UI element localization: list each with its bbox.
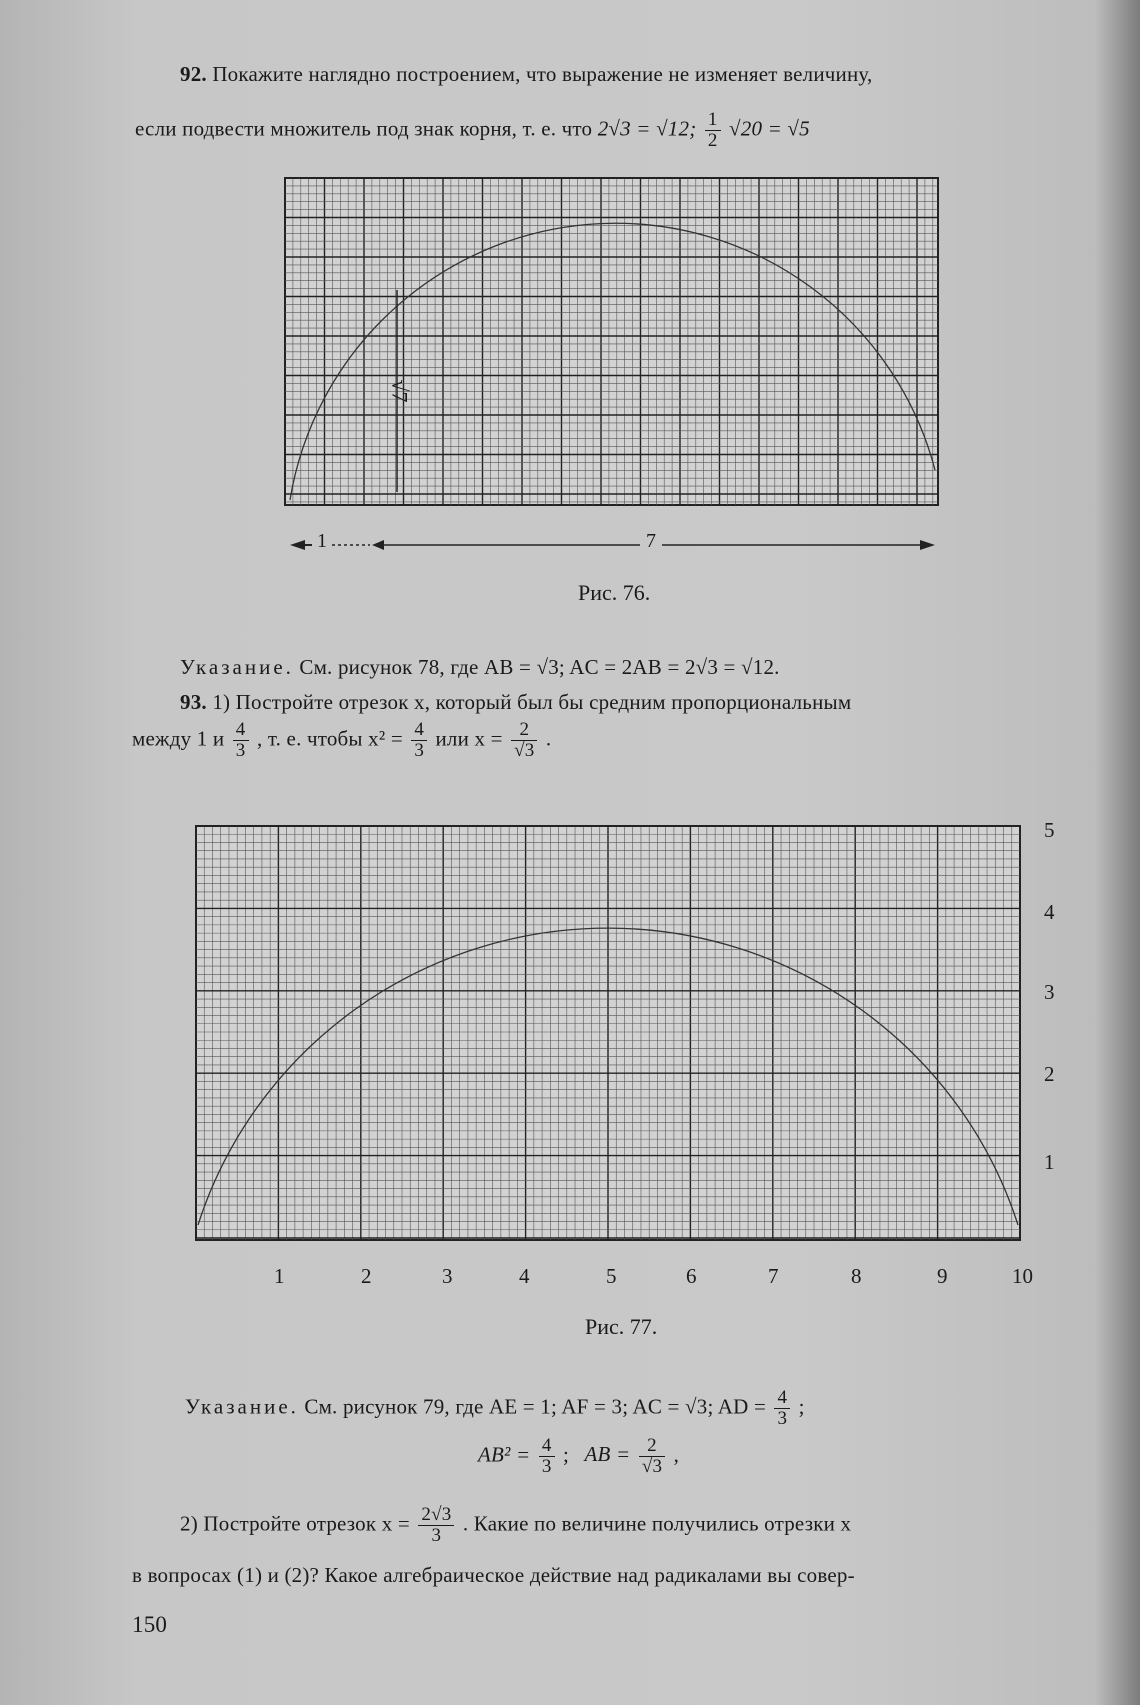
figure-76-caption: Рис. 76. [578, 580, 651, 605]
x-tick-label: 1 [274, 1264, 285, 1288]
hint-label: Указание. [180, 655, 294, 679]
fraction: $\frac{4}{3}$ [233, 720, 249, 761]
math-expression: 2√3 = √12; [597, 116, 697, 141]
problem-text: Покажите наглядно построением, что выражение не изменяет величину, [212, 62, 873, 86]
hint-text: См. рисунок 79, где AE = 1; AF = 3; AC = √3; AD = [304, 1394, 767, 1419]
problem-text: если подвести множитель под знак корня, т. е. что [135, 116, 593, 141]
hint-93-equations [478, 1436, 679, 1477]
equation: , [673, 1442, 680, 1467]
hint-text: См. рисунок 78, где AB = √3; AC = 2AB = 2√3 = √12. [299, 655, 780, 679]
fraction: $\frac{4}{3}$ [411, 720, 427, 761]
x-tick-label: 10 [1012, 1264, 1033, 1288]
fraction: $\frac{1}{2}$ [705, 110, 721, 151]
math-expression: √20 = √5 [729, 116, 810, 141]
problem-text: . Какие по величине получились отрезки x [462, 1511, 852, 1536]
figure-77-caption: Рис. 77. [585, 1314, 658, 1339]
x-tick-label: 2 [361, 1264, 372, 1288]
fraction: $\frac{2}{√3}$ [639, 1436, 665, 1477]
y-tick-label: 4 [1044, 900, 1055, 924]
problem-text: или x = [435, 726, 503, 751]
hint-93 [185, 1388, 805, 1429]
hint-text: ; [798, 1394, 805, 1419]
y-tick-label: 5 [1044, 818, 1055, 842]
x-tick-label: 5 [606, 1264, 617, 1288]
problem-text: 2) Постройте отрезок x = [180, 1511, 410, 1536]
part-2-line2: в вопросах (1) и (2)? Какое алгебраическое действие над радикалами вы совер- [132, 1563, 855, 1587]
fraction: $\frac{4}{3}$ [539, 1436, 555, 1477]
problem-number: 93. [180, 690, 207, 714]
fraction: $\frac{4}{3}$ [774, 1388, 790, 1429]
x-tick-label: 4 [519, 1264, 530, 1288]
y-tick-label: 2 [1044, 1062, 1055, 1086]
equation: ; [562, 1442, 570, 1467]
y-tick-label: 1 [1044, 1150, 1055, 1174]
x-tick-label: 9 [937, 1264, 948, 1288]
equation: AB² = [478, 1442, 531, 1467]
problem-text: , т. е. чтобы x² = [256, 726, 403, 751]
problem-number: 92. [180, 62, 207, 86]
x-tick-label: 6 [686, 1264, 697, 1288]
fraction: $\frac{2√3}{3}$ [418, 1505, 454, 1546]
x-tick-label: 7 [768, 1264, 779, 1288]
y-tick-label: 3 [1044, 980, 1055, 1004]
sqrt-7-label: √7 [387, 379, 413, 403]
equation: AB = [584, 1442, 631, 1467]
dimension-label-1: 1 [317, 530, 327, 552]
problem-text: 1) Постройте отрезок x, который был бы средним пропорциональным [212, 690, 852, 714]
fraction: $\frac{2}{√3}$ [511, 720, 537, 761]
x-tick-label: 3 [442, 1264, 453, 1288]
part-2-line1 [180, 1505, 851, 1546]
hint-label: Указание. [185, 1394, 299, 1419]
x-tick-label: 8 [851, 1264, 862, 1288]
dimension-label-7: 7 [646, 530, 656, 552]
problem-text: между 1 и [132, 726, 225, 751]
problem-text: . [545, 726, 552, 751]
page-number: 150 [132, 1612, 168, 1637]
